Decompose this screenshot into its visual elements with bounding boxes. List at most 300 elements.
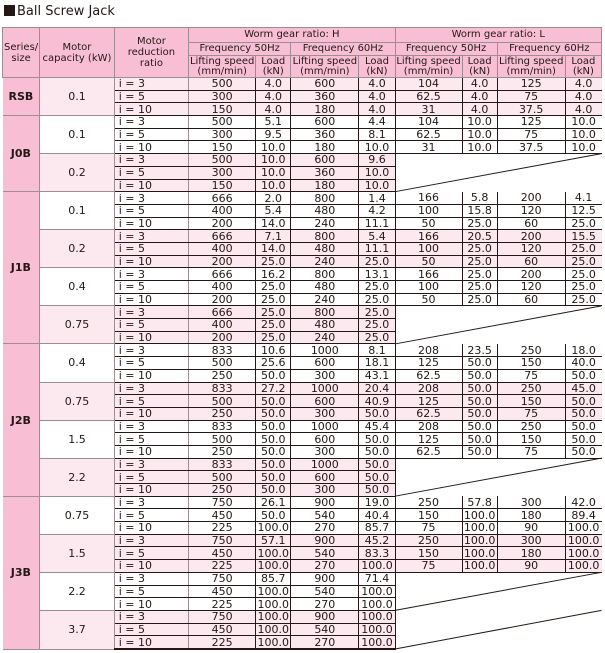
lifting-speed-cell: 300 xyxy=(291,484,359,497)
lifting-speed-cell: 360 xyxy=(291,166,359,179)
load-cell: 10.6 xyxy=(256,344,291,357)
load-cell: 50.0 xyxy=(359,407,395,420)
lifting-speed-cell: 240 xyxy=(291,293,359,306)
lifting-speed-cell: 500 xyxy=(189,116,256,129)
load-cell: 18.0 xyxy=(565,344,601,357)
lifting-speed-cell: 225 xyxy=(189,560,256,573)
load-cell: 10.0 xyxy=(565,116,601,129)
load-cell: 50.0 xyxy=(462,395,497,408)
lifting-speed-cell: 270 xyxy=(291,560,359,573)
lifting-speed-cell: 600 xyxy=(291,78,359,91)
lifting-speed-cell: 480 xyxy=(291,242,359,255)
load-cell: 100.0 xyxy=(463,521,496,535)
lifting-speed-cell: 200 xyxy=(189,217,256,230)
reduction-ratio-cell: i = 5 xyxy=(114,242,188,255)
load-cell: 57.8 xyxy=(462,496,497,509)
lifting-speed-cell: 480 xyxy=(291,319,359,332)
lifting-speed-cell: 500 xyxy=(189,357,256,370)
lifting-speed-cell: 31 xyxy=(395,103,462,116)
load-cell: 50.0 xyxy=(462,407,497,420)
header-load: Load (kN) xyxy=(462,56,497,78)
lifting-speed-cell: 270 xyxy=(291,598,359,611)
load-cell: 25.0 xyxy=(565,268,601,281)
lifting-speed-cell: 250 xyxy=(189,369,256,382)
motor-capacity-cell: 0.4 xyxy=(40,344,114,382)
lifting-speed-cell: 225 xyxy=(189,636,256,649)
table-row xyxy=(3,306,602,319)
load-cell: 50.0 xyxy=(256,420,291,433)
lifting-speed-cell: 666 xyxy=(189,268,256,281)
load-cell: 50.0 xyxy=(359,458,395,471)
load-cell: 100.0 xyxy=(257,623,289,636)
load-cell: 50.0 xyxy=(565,395,601,408)
load-cell: 14.0 xyxy=(256,217,291,230)
lifting-speed-cell: 250 xyxy=(497,420,565,433)
lifting-speed-cell: 225 xyxy=(189,522,256,535)
lifting-speed-cell: 180 xyxy=(291,179,359,192)
load-cell: 10.0 xyxy=(256,154,291,167)
load-cell: 85.7 xyxy=(256,572,291,585)
lifting-speed-cell: 600 xyxy=(291,395,359,408)
lifting-speed-cell: 50 xyxy=(395,255,462,268)
load-cell: 25.0 xyxy=(359,306,395,319)
lifting-speed-cell: 225 xyxy=(189,598,256,611)
reduction-ratio-cell: i = 5 xyxy=(114,281,188,294)
load-cell: 20.5 xyxy=(462,230,497,243)
load-cell: 18.1 xyxy=(359,357,395,370)
lifting-speed-cell: 250 xyxy=(497,344,565,357)
load-cell: 50.0 xyxy=(565,433,601,446)
header-l-freq-60: Frequency 60Hz xyxy=(497,43,601,56)
lifting-speed-cell: 750 xyxy=(189,496,256,509)
load-cell: 100.0 xyxy=(359,560,395,573)
lifting-speed-cell: 666 xyxy=(189,192,256,205)
lifting-speed-cell: 62.5 xyxy=(395,445,462,458)
lifting-speed-cell: 500 xyxy=(189,395,256,408)
reduction-ratio-cell: i = 3 xyxy=(114,610,188,623)
lifting-speed-cell: 75 xyxy=(395,522,462,535)
motor-capacity-cell: 0.4 xyxy=(40,268,114,306)
load-cell: 27.2 xyxy=(256,382,291,395)
load-cell: 25.0 xyxy=(359,293,395,306)
reduction-ratio-cell: i = 3 xyxy=(114,344,188,357)
lifting-speed-cell: 500 xyxy=(189,78,256,91)
lifting-speed-cell: 100 xyxy=(395,204,462,217)
load-cell: 100.0 xyxy=(463,559,496,573)
load-cell: 4.0 xyxy=(256,103,291,116)
table-row xyxy=(3,496,602,509)
load-cell: 9.6 xyxy=(359,154,395,167)
lifting-speed-cell: 100 xyxy=(395,281,462,294)
load-cell: 25.0 xyxy=(256,319,291,332)
load-cell: 50.0 xyxy=(256,433,291,446)
lifting-speed-cell: 50 xyxy=(395,293,462,306)
lifting-speed-cell: 120 xyxy=(497,242,565,255)
lifting-speed-cell: 600 xyxy=(291,471,359,484)
load-cell: 25.0 xyxy=(565,242,601,255)
lifting-speed-cell: 104 xyxy=(395,116,462,129)
lifting-speed-cell: 240 xyxy=(291,331,359,344)
lifting-speed-cell: 540 xyxy=(291,623,359,636)
motor-capacity-cell: 3.7 xyxy=(40,610,114,649)
lifting-speed-cell: 180 xyxy=(291,103,359,116)
load-cell: 1.4 xyxy=(359,192,395,205)
load-cell: 23.5 xyxy=(462,344,497,357)
load-cell: 4.2 xyxy=(359,204,395,217)
lifting-speed-cell: 750 xyxy=(189,572,256,585)
load-cell: 13.1 xyxy=(359,268,395,281)
load-cell: 25.0 xyxy=(359,281,395,294)
reduction-ratio-cell: i = 5 xyxy=(114,547,188,560)
load-cell: 12.5 xyxy=(565,204,601,217)
load-cell: 25.0 xyxy=(462,242,497,255)
reduction-ratio-cell: i = 5 xyxy=(114,204,188,217)
load-cell: 50.0 xyxy=(565,445,601,458)
lifting-speed-cell: 208 xyxy=(395,382,462,395)
lifting-speed-cell: 300 xyxy=(497,534,565,547)
lifting-speed-cell: 60 xyxy=(497,217,565,230)
lifting-speed-cell: 450 xyxy=(189,623,256,636)
motor-capacity-cell: 2.2 xyxy=(40,572,114,610)
reduction-ratio-cell: i = 3 xyxy=(114,534,188,547)
load-cell: 50.0 xyxy=(256,445,291,458)
load-cell: 19.0 xyxy=(359,496,395,509)
load-cell: 40.0 xyxy=(565,357,601,370)
reduction-ratio-cell: i = 5 xyxy=(114,623,188,636)
lifting-speed-cell: 450 xyxy=(189,547,256,560)
reduction-ratio-cell: i = 3 xyxy=(114,420,188,433)
empty-l-cell xyxy=(395,572,601,610)
spec-table-body xyxy=(3,78,602,650)
lifting-speed-cell: 400 xyxy=(189,281,256,294)
lifting-speed-cell: 250 xyxy=(189,407,256,420)
lifting-speed-cell: 75 xyxy=(395,560,462,573)
reduction-ratio-cell: i = 5 xyxy=(114,90,188,103)
header-load: Load (kN) xyxy=(565,56,601,78)
load-cell: 40.4 xyxy=(359,509,395,522)
load-cell: 25.0 xyxy=(565,217,601,230)
load-cell: 16.2 xyxy=(256,268,291,281)
empty-l-cell xyxy=(395,306,601,344)
lifting-speed-cell: 250 xyxy=(497,382,565,395)
load-cell: 50.0 xyxy=(462,369,497,382)
lifting-speed-cell: 833 xyxy=(189,344,256,357)
load-cell: 10.0 xyxy=(565,128,601,141)
load-cell: 25.0 xyxy=(565,293,601,306)
load-cell: 100.0 xyxy=(359,636,395,649)
load-cell: 10.0 xyxy=(256,166,291,179)
load-cell: 5.4 xyxy=(359,230,395,243)
lifting-speed-cell: 200 xyxy=(189,255,256,268)
load-cell: 26.1 xyxy=(256,496,291,509)
table-row xyxy=(3,230,602,243)
load-cell: 2.0 xyxy=(256,192,291,205)
lifting-speed-cell: 300 xyxy=(291,369,359,382)
load-cell: 45.2 xyxy=(359,534,395,547)
lifting-speed-cell: 833 xyxy=(189,420,256,433)
lifting-speed-cell: 150 xyxy=(497,433,565,446)
table-row xyxy=(3,154,602,167)
load-cell: 25.0 xyxy=(256,293,291,306)
lifting-speed-cell: 180 xyxy=(497,509,565,522)
lifting-speed-cell: 208 xyxy=(395,420,462,433)
lifting-speed-cell: 125 xyxy=(395,433,462,446)
reduction-ratio-cell: i = 10 xyxy=(114,407,188,420)
load-cell: 50.0 xyxy=(256,471,291,484)
lifting-speed-cell: 1000 xyxy=(291,382,359,395)
table-row xyxy=(3,344,602,357)
load-cell: 89.4 xyxy=(565,509,601,522)
reduction-ratio-cell: i = 10 xyxy=(114,141,188,154)
reduction-ratio-cell: i = 10 xyxy=(114,255,188,268)
reduction-ratio-cell: i = 10 xyxy=(114,217,188,230)
load-cell: 4.0 xyxy=(359,90,395,103)
lifting-speed-cell: 75 xyxy=(497,407,565,420)
load-cell: 50.0 xyxy=(256,509,291,522)
reduction-ratio-cell: i = 5 xyxy=(114,395,188,408)
load-cell: 42.0 xyxy=(565,496,601,509)
load-cell: 10.0 xyxy=(462,128,497,141)
load-cell: 100.0 xyxy=(463,534,496,547)
reduction-ratio-cell: i = 5 xyxy=(114,585,188,598)
header-worm-gear-l: Worm gear ratio: L xyxy=(395,28,601,43)
reduction-ratio-cell: i = 5 xyxy=(114,433,188,446)
load-cell: 100.0 xyxy=(257,610,289,624)
load-cell: 85.7 xyxy=(359,522,395,535)
reduction-ratio-cell: i = 3 xyxy=(114,192,188,205)
reduction-ratio-cell: i = 10 xyxy=(114,445,188,458)
lifting-speed-cell: 240 xyxy=(291,217,359,230)
reduction-ratio-cell: i = 3 xyxy=(114,154,188,167)
lifting-speed-cell: 166 xyxy=(395,230,462,243)
load-cell: 4.0 xyxy=(256,90,291,103)
lifting-speed-cell: 200 xyxy=(189,331,256,344)
motor-capacity-cell: 0.2 xyxy=(40,230,114,268)
lifting-speed-cell: 450 xyxy=(189,585,256,598)
series-cell: J0B xyxy=(3,116,40,192)
load-cell: 100.0 xyxy=(257,559,289,573)
motor-capacity-cell: 0.75 xyxy=(40,382,114,420)
table-row xyxy=(3,458,602,471)
reduction-ratio-cell: i = 5 xyxy=(114,319,188,332)
lifting-speed-cell: 400 xyxy=(189,319,256,332)
load-cell: 25.0 xyxy=(462,217,497,230)
load-cell: 4.0 xyxy=(565,103,601,116)
lifting-speed-cell: 480 xyxy=(291,281,359,294)
load-cell: 15.5 xyxy=(565,230,601,243)
load-cell: 57.1 xyxy=(256,534,291,547)
load-cell: 25.0 xyxy=(359,331,395,344)
header-h-freq-50: Frequency 50Hz xyxy=(189,43,291,56)
load-cell: 25.6 xyxy=(256,357,291,370)
load-cell: 8.1 xyxy=(359,128,395,141)
lifting-speed-cell: 1000 xyxy=(291,420,359,433)
load-cell: 40.9 xyxy=(359,395,395,408)
lifting-speed-cell: 1000 xyxy=(291,344,359,357)
page-title-text: Ball Screw Jack xyxy=(17,4,115,19)
lifting-speed-cell: 200 xyxy=(497,230,565,243)
series-cell: J2B xyxy=(3,344,40,496)
load-cell: 4.4 xyxy=(359,116,395,129)
header-worm-gear-h: Worm gear ratio: H xyxy=(189,28,395,43)
header-lifting-speed: Lifting speed (mm/min) xyxy=(292,55,358,77)
lifting-speed-cell: 208 xyxy=(395,344,462,357)
reduction-ratio-cell: i = 10 xyxy=(114,598,188,611)
header-lifting-speed: Lifting speed (mm/min) xyxy=(396,55,461,77)
load-cell: 5.8 xyxy=(462,192,497,205)
spec-table xyxy=(2,27,602,650)
black-square-icon xyxy=(4,5,15,16)
lifting-speed-cell: 240 xyxy=(291,255,359,268)
lifting-speed-cell: 166 xyxy=(395,192,462,205)
load-cell: 10.0 xyxy=(359,141,395,154)
load-cell: 100.0 xyxy=(359,623,395,636)
load-cell: 9.5 xyxy=(256,128,291,141)
load-cell: 15.8 xyxy=(462,204,497,217)
motor-capacity-cell: 0.1 xyxy=(40,116,114,154)
load-cell: 50.0 xyxy=(256,484,291,497)
load-cell: 25.0 xyxy=(256,306,291,319)
lifting-speed-cell: 360 xyxy=(291,90,359,103)
lifting-speed-cell: 150 xyxy=(189,103,256,116)
table-row xyxy=(3,420,602,433)
lifting-speed-cell: 600 xyxy=(291,154,359,167)
reduction-ratio-cell: i = 3 xyxy=(114,572,188,585)
motor-capacity-cell: 2.2 xyxy=(40,458,114,496)
motor-capacity-cell: 0.1 xyxy=(40,192,114,230)
load-cell: 4.0 xyxy=(462,78,497,91)
lifting-speed-cell: 600 xyxy=(291,433,359,446)
lifting-speed-cell: 125 xyxy=(395,357,462,370)
load-cell: 50.0 xyxy=(462,433,497,446)
reduction-ratio-cell: i = 10 xyxy=(114,293,188,306)
lifting-speed-cell: 540 xyxy=(291,547,359,560)
load-cell: 5.1 xyxy=(256,116,291,129)
load-cell: 43.1 xyxy=(359,369,395,382)
lifting-speed-cell: 600 xyxy=(291,357,359,370)
reduction-ratio-cell: i = 3 xyxy=(114,78,188,91)
reduction-ratio-cell: i = 10 xyxy=(114,484,188,497)
load-cell: 50.0 xyxy=(462,382,497,395)
table-row xyxy=(3,610,602,623)
lifting-speed-cell: 200 xyxy=(497,268,565,281)
lifting-speed-cell: 120 xyxy=(497,281,565,294)
load-cell: 25.0 xyxy=(462,281,497,294)
lifting-speed-cell: 62.5 xyxy=(395,128,462,141)
header-motor-reduction-ratio: Motor reduction ratio xyxy=(114,28,188,78)
lifting-speed-cell: 125 xyxy=(395,395,462,408)
lifting-speed-cell: 900 xyxy=(291,534,359,547)
motor-capacity-cell: 0.75 xyxy=(40,306,114,344)
reduction-ratio-cell: i = 10 xyxy=(114,331,188,344)
load-cell: 100.0 xyxy=(463,508,496,522)
header-load: Load (kN) xyxy=(256,56,291,78)
lifting-speed-cell: 900 xyxy=(291,572,359,585)
load-cell: 20.4 xyxy=(359,382,395,395)
motor-capacity-cell: 0.1 xyxy=(40,78,114,116)
load-cell: 4.0 xyxy=(462,90,497,103)
lifting-speed-cell: 800 xyxy=(291,306,359,319)
lifting-speed-cell: 300 xyxy=(189,128,256,141)
empty-l-cell xyxy=(395,154,601,192)
load-cell: 50.0 xyxy=(256,407,291,420)
table-row xyxy=(3,192,602,205)
load-cell: 100.0 xyxy=(257,521,289,535)
load-cell: 25.0 xyxy=(359,319,395,332)
load-cell: 25.0 xyxy=(462,293,497,306)
reduction-ratio-cell: i = 10 xyxy=(114,522,188,535)
load-cell: 50.0 xyxy=(359,484,395,497)
reduction-ratio-cell: i = 10 xyxy=(114,369,188,382)
lifting-speed-cell: 500 xyxy=(189,154,256,167)
load-cell: 100.0 xyxy=(463,546,496,560)
load-cell: 10.0 xyxy=(462,141,497,154)
lifting-speed-cell: 37.5 xyxy=(497,103,565,116)
table-row xyxy=(3,78,602,91)
lifting-speed-cell: 270 xyxy=(291,636,359,649)
lifting-speed-cell: 250 xyxy=(189,484,256,497)
lifting-speed-cell: 100 xyxy=(395,242,462,255)
lifting-speed-cell: 75 xyxy=(497,128,565,141)
reduction-ratio-cell: i = 3 xyxy=(114,306,188,319)
load-cell: 25.0 xyxy=(256,255,291,268)
load-cell: 100.0 xyxy=(257,546,289,560)
load-cell: 50.0 xyxy=(359,471,395,484)
lifting-speed-cell: 666 xyxy=(189,230,256,243)
load-cell: 83.3 xyxy=(359,547,395,560)
table-row xyxy=(3,534,602,547)
load-cell: 4.0 xyxy=(359,103,395,116)
load-cell: 10.0 xyxy=(359,166,395,179)
lifting-speed-cell: 250 xyxy=(395,496,462,509)
empty-l-cell xyxy=(395,610,601,649)
lifting-speed-cell: 60 xyxy=(497,255,565,268)
lifting-speed-cell: 150 xyxy=(395,509,462,522)
lifting-speed-cell: 37.5 xyxy=(497,141,565,154)
lifting-speed-cell: 540 xyxy=(291,585,359,598)
reduction-ratio-cell: i = 3 xyxy=(114,230,188,243)
load-cell: 50.0 xyxy=(256,395,291,408)
lifting-speed-cell: 833 xyxy=(189,382,256,395)
lifting-speed-cell: 75 xyxy=(497,445,565,458)
table-row xyxy=(3,572,602,585)
lifting-speed-cell: 250 xyxy=(395,534,462,547)
motor-capacity-cell: 0.75 xyxy=(40,496,114,534)
motor-capacity-cell: 0.2 xyxy=(40,154,114,192)
load-cell: 25.0 xyxy=(256,331,291,344)
lifting-speed-cell: 400 xyxy=(189,204,256,217)
lifting-speed-cell: 180 xyxy=(291,141,359,154)
lifting-speed-cell: 450 xyxy=(189,509,256,522)
load-cell: 100.0 xyxy=(359,585,395,598)
lifting-speed-cell: 125 xyxy=(497,116,565,129)
lifting-speed-cell: 62.5 xyxy=(395,369,462,382)
table-row xyxy=(3,268,602,281)
lifting-speed-cell: 500 xyxy=(189,433,256,446)
lifting-speed-cell: 600 xyxy=(291,116,359,129)
lifting-speed-cell: 75 xyxy=(497,90,565,103)
lifting-speed-cell: 120 xyxy=(497,204,565,217)
load-cell: 100.0 xyxy=(359,610,395,623)
header-h-freq-60: Frequency 60Hz xyxy=(291,43,395,56)
lifting-speed-cell: 31 xyxy=(395,141,462,154)
series-cell: J1B xyxy=(3,192,40,344)
load-cell: 100.0 xyxy=(565,547,601,560)
lifting-speed-cell: 60 xyxy=(497,293,565,306)
lifting-speed-cell: 300 xyxy=(497,496,565,509)
empty-l-cell xyxy=(395,458,601,496)
load-cell: 25.0 xyxy=(565,281,601,294)
